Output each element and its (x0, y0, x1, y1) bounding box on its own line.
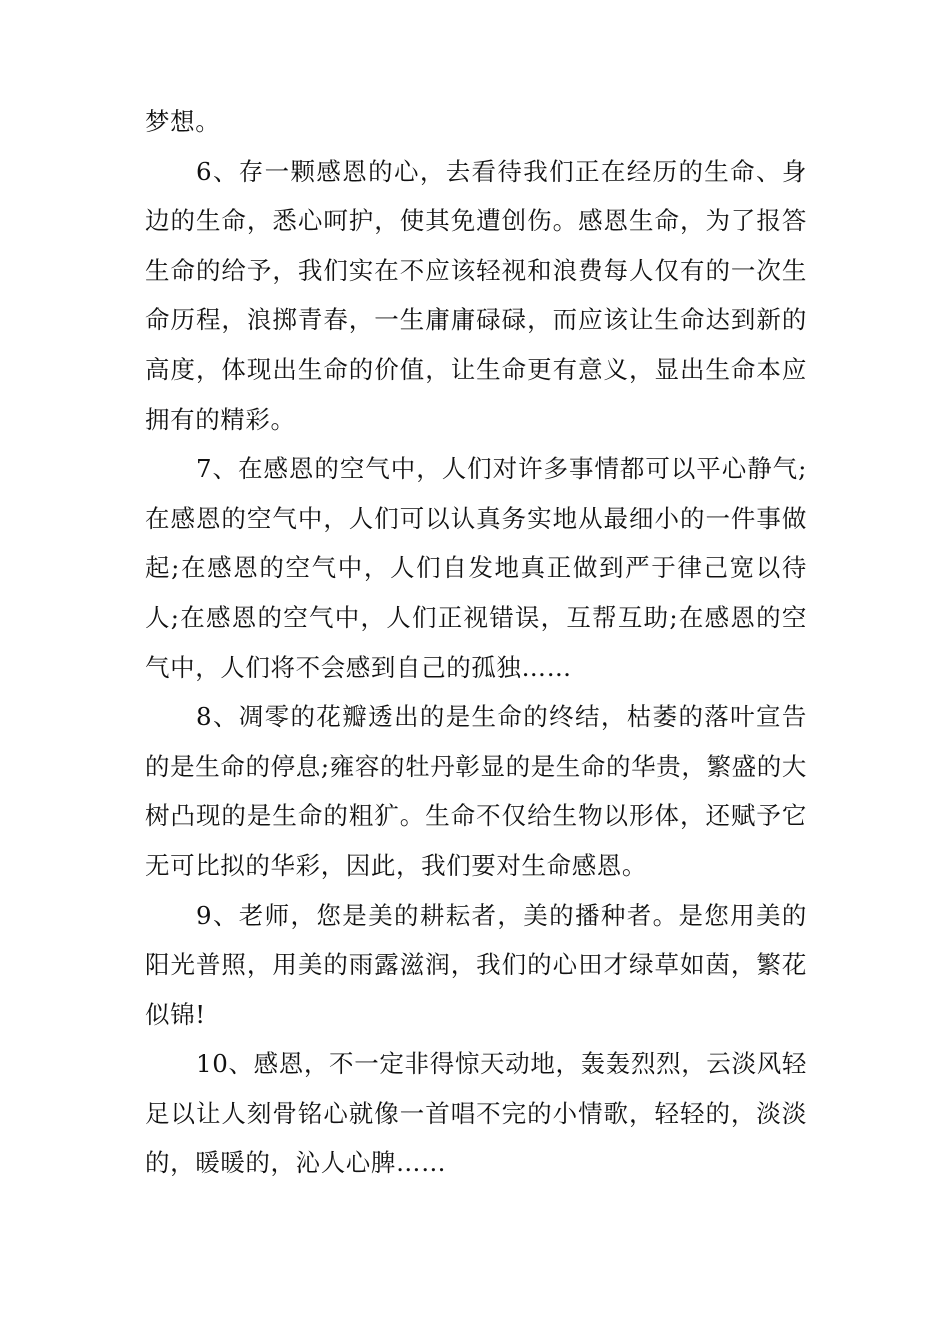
paragraph-6: 6、存一颗感恩的心，去看待我们正在经历的生命、身边的生命，悉心呵护，使其免遭创伤。感恩生命，为了报答生命的给予，我们实在不应该轻视和浪费每人仅有的一次生命历程，浪掷青春，一生庸庸碌碌，而应该让生命达到新的高度，体现出生命的价值，让生命更有意义，显出生命本应拥有的精彩。 (145, 156, 807, 434)
document-body (145, 97, 807, 1188)
paragraph-9: 9、老师，您是美的耕耘者，美的播种者。是您用美的阳光普照，用美的雨露滋润，我们的心田才绿草如茵，繁花似锦! (145, 900, 807, 1029)
paragraph-continuation: 梦想。 (145, 107, 221, 136)
paragraph-10: 10、感恩，不一定非得惊天动地，轰轰烈烈，云淡风轻足以让人刻骨铭心就像一首唱不完的小情歌，轻轻的，淡淡的，暖暖的，沁人心脾…… (145, 1049, 807, 1178)
paragraph-7: 7、在感恩的空气中，人们对许多事情都可以平心静气;在感恩的空气中，人们可以认真务实地从最细小的一件事做起;在感恩的空气中，人们自发地真正做到严于律己宽以待人;在感恩的空气中，人们正视错误，互帮互助;在感恩的空气中，人们将不会感到自己的孤独…… (145, 454, 807, 682)
paragraph-8: 8、凋零的花瓣透出的是生命的终结，枯萎的落叶宣告的是生命的停息;雍容的牡丹彰显的是生命的华贵，繁盛的大树凸现的是生命的粗犷。生命不仅给生物以形体，还赋予它无可比拟的华彩，因此，我们要对生命感恩。 (145, 702, 807, 880)
